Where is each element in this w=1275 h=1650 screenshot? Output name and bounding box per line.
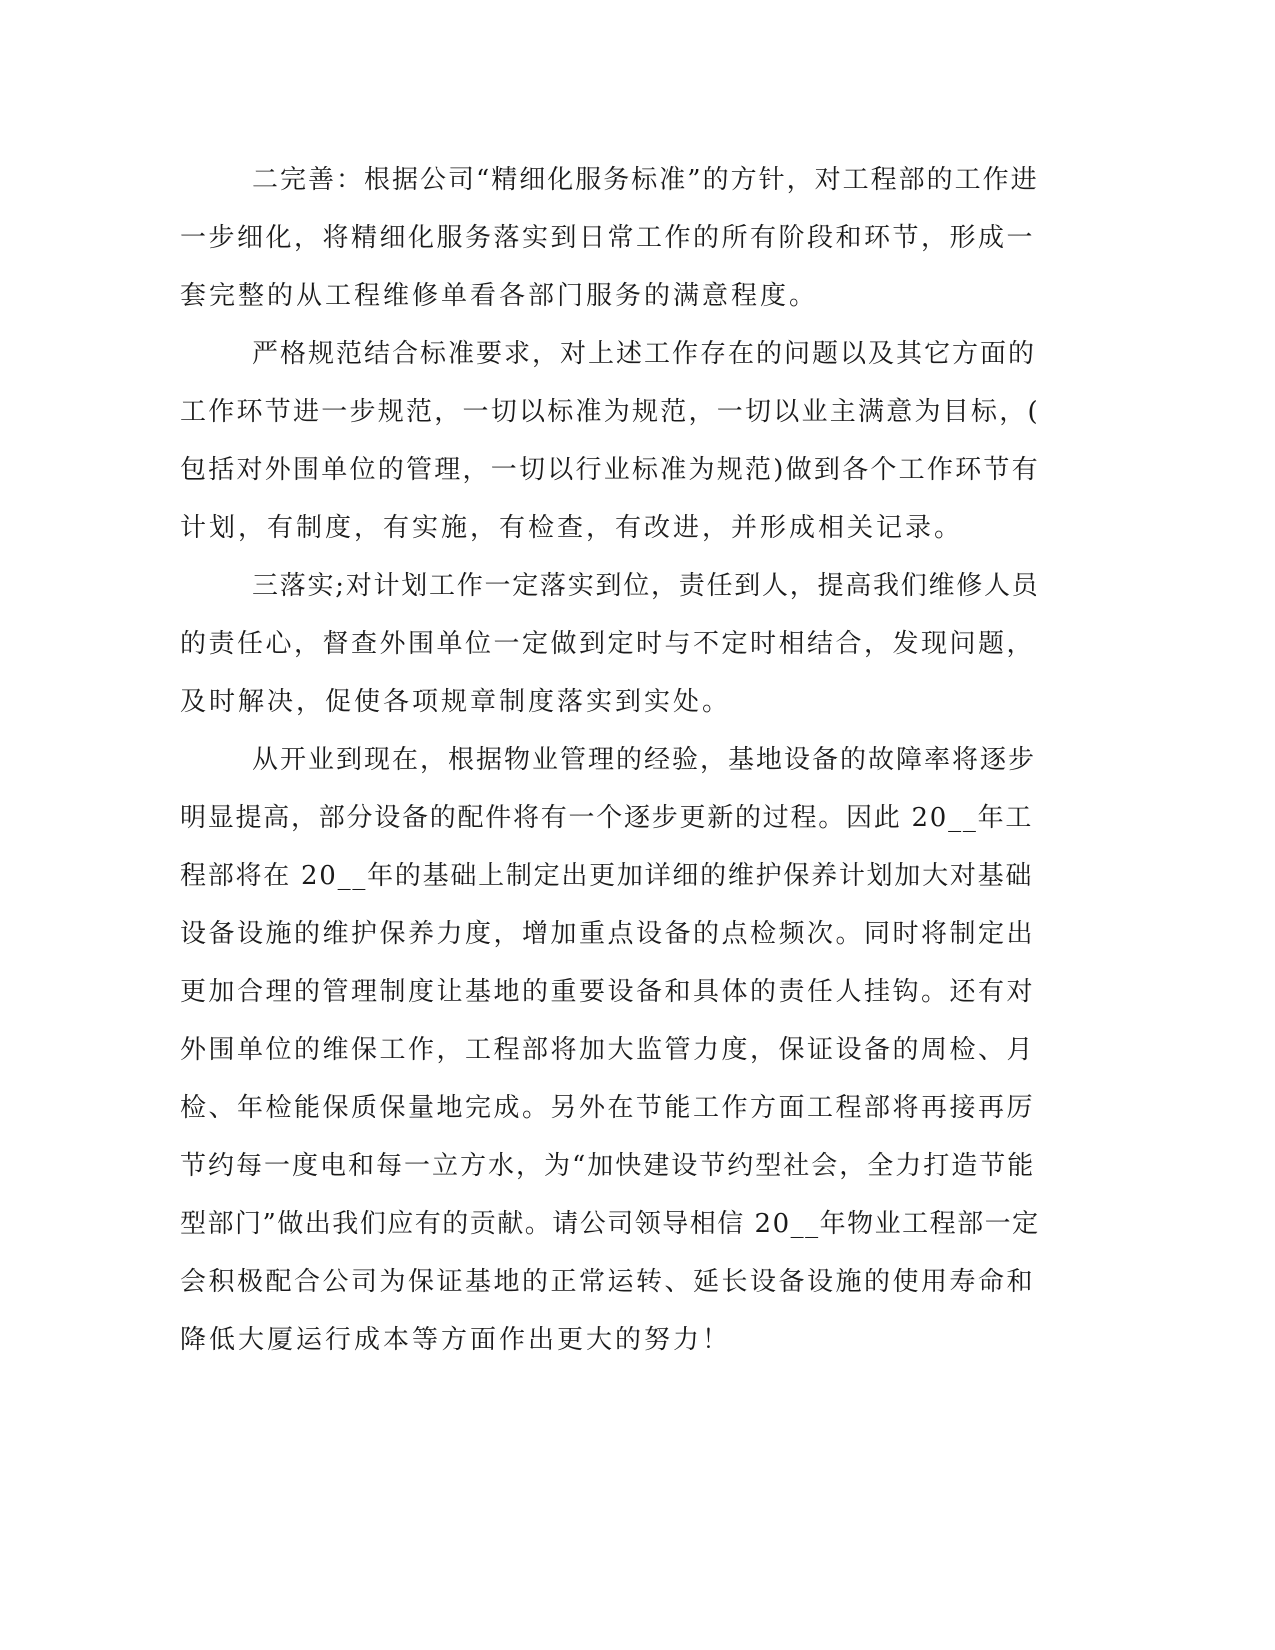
paragraph-4-line-9: 型部门”做出我们应有的贡献。请公司领导相信 20__年物业工程部一定 (180, 1209, 1040, 1239)
paragraph-4-line-11: 降低大厦运行成本等方面作出更大的努力！ (180, 1325, 732, 1355)
paragraph-4-line-6: 外围单位的维保工作，工程部将加大监管力度，保证设备的周检、月 (180, 1035, 1036, 1065)
paragraph-2-line-1: 严格规范结合标准要求，对上述工作存在的问题以及其它方面的 (252, 339, 1037, 369)
paragraph-4-line-7: 检、年检能保质保量地完成。另外在节能工作方面工程部将再接再厉 (180, 1093, 1036, 1123)
paragraph-1-line-1: 二完善：根据公司“精细化服务标准”的方针，对工程部的工作进 (252, 165, 1039, 195)
paragraph-2-line-4: 计划，有制度，有实施，有检查，有改进，并形成相关记录。 (180, 513, 964, 543)
paragraph-2-line-2: 工作环节进一步规范，一切以标准为规范，一切以业主满意为目标，( (180, 397, 1040, 427)
paragraph-4-line-8: 节约每一度电和每一立方水，为“加快建设节约型社会，全力打造节能 (180, 1151, 1036, 1181)
paragraph-3-line-3: 及时解决，促使各项规章制度落实到实处。 (180, 687, 732, 717)
paragraph-1-line-3: 套完整的从工程维修单看各部门服务的满意程度。 (180, 281, 819, 311)
paragraph-4-line-10: 会积极配合公司为保证基地的正常运转、延长设备设施的使用寿命和 (180, 1267, 1036, 1297)
paragraph-1-line-2: 一步细化，将精细化服务落实到日常工作的所有阶段和环节，形成一 (180, 223, 1036, 253)
paragraph-4-line-3: 程部将在 20__年的基础上制定出更加详细的维护保养计划加大对基础 (180, 861, 1034, 891)
paragraph-3-line-2: 的责任心，督查外围单位一定做到定时与不定时相结合，发现问题， (180, 629, 1036, 659)
paragraph-4-line-4: 设备设施的维护保养力度，增加重点设备的点检频次。同时将制定出 (180, 919, 1036, 949)
paragraph-3-line-1: 三落实;对计划工作一定落实到位，责任到人，提高我们维修人员 (252, 571, 1040, 601)
paragraph-2-line-3: 包括对外围单位的管理，一切以行业标准为规范)做到各个工作环节有 (180, 455, 1040, 485)
paragraph-4-line-2: 明显提高，部分设备的配件将有一个逐步更新的过程。因此 20__年工 (180, 803, 1034, 833)
paragraph-4-line-5: 更加合理的管理制度让基地的重要设备和具体的责任人挂钩。还有对 (180, 977, 1036, 1007)
paragraph-4-line-1: 从开业到现在，根据物业管理的经验，基地设备的故障率将逐步 (252, 745, 1037, 775)
